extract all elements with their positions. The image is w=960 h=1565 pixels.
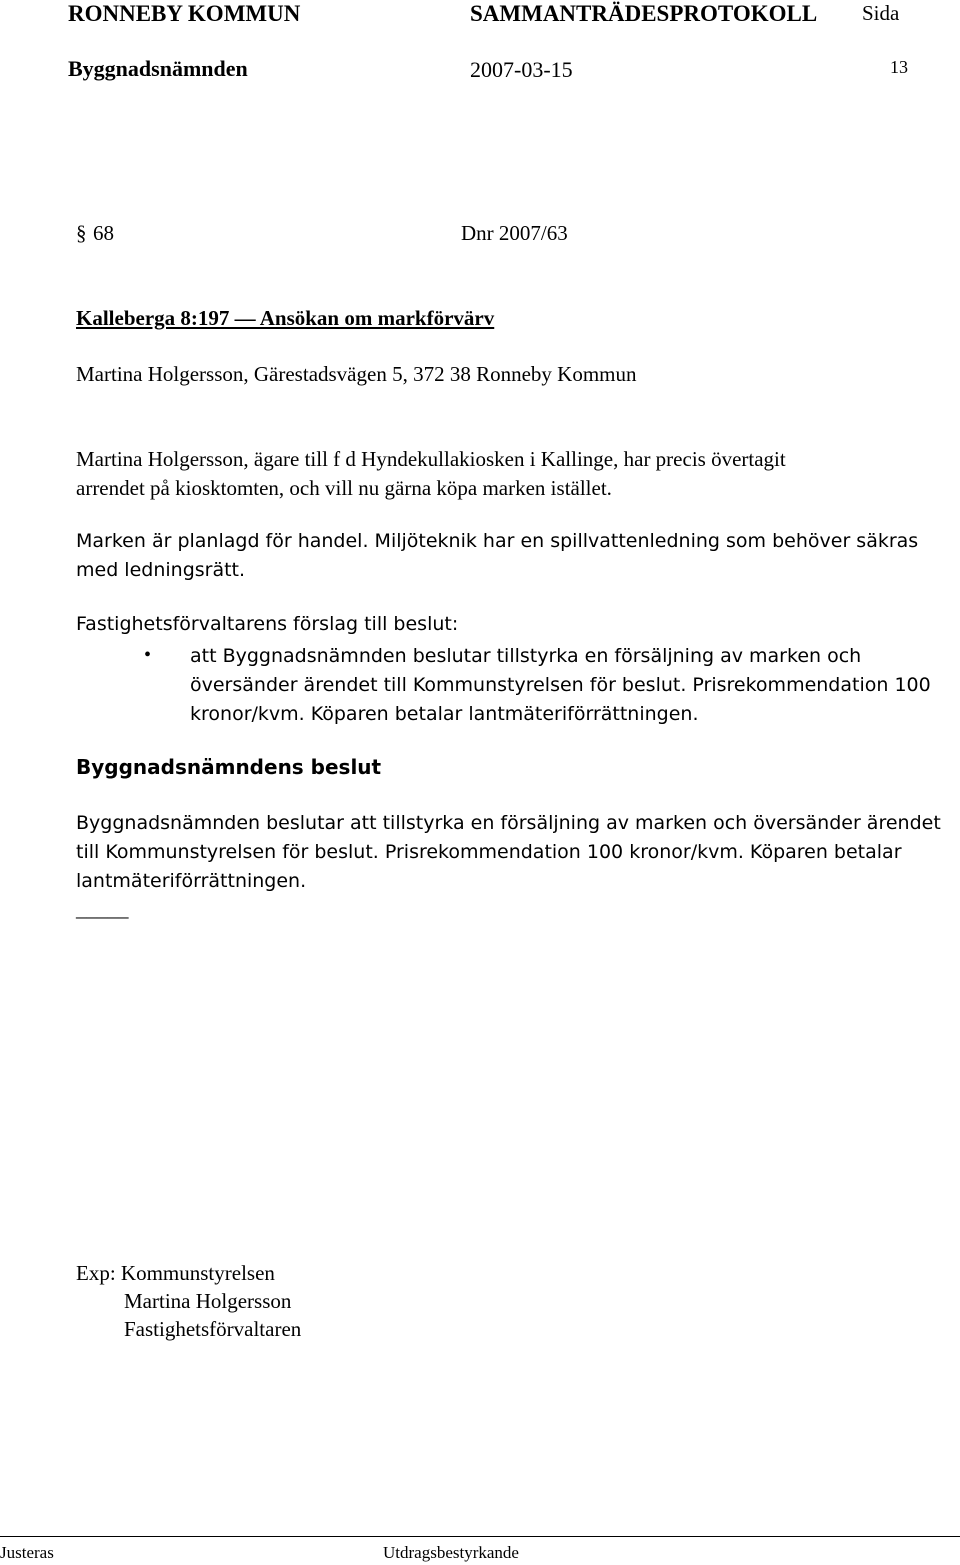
committee-name: Byggnadsnämnden (68, 56, 248, 81)
municipality-name: RONNEBY KOMMUN (68, 1, 301, 26)
applicant-line: Martina Holgersson, Gärestadsvägen 5, 372 38 Ronneby Kommun (76, 362, 637, 386)
paragraph-1-line-1: Martina Holgersson, ägare till f d Hyndekullakiosken i Kallinge, har precis övertagit (76, 447, 786, 471)
paragraph-2-line-2: med ledningsrätt. (76, 559, 246, 581)
proposal-line-3: kronor/kvm. Köparen betalar lantmäteriförrättningen. (190, 703, 699, 725)
decision-heading: Byggnadsnämndens beslut (76, 755, 382, 779)
page-number: 13 (890, 57, 908, 77)
proposal-line-2: översänder ärendet till Kommunstyrelsen för beslut. Prisrekommendation 100 (190, 674, 931, 696)
footer-utdragsbestyrkande: Utdragsbestyrkande (383, 1543, 519, 1562)
separator-line: _____ (76, 897, 129, 921)
dispatch-recipient-3: Fastighetsförvaltaren (124, 1317, 302, 1341)
paragraph-1-line-2: arrendet på kiosktomten, och vill nu gärna köpa marken istället. (76, 476, 612, 500)
dispatch-recipient-2: Martina Holgersson (124, 1289, 292, 1313)
meeting-date: 2007-03-15 (470, 57, 573, 82)
item-title: Kalleberga 8:197 — Ansökan om markförvärv (76, 306, 495, 330)
decision-line-2: till Kommunstyrelsen för beslut. Prisrekommendation 100 kronor/kvm. Köparen betalar (76, 841, 902, 863)
proposal-bullet: • (144, 644, 152, 666)
footer-rule (0, 1536, 960, 1537)
paragraph-2-line-1: Marken är planlagd för handel. Miljöteknik har en spillvattenledning som behöver säkras (76, 530, 919, 552)
section-number: 68 (93, 221, 114, 245)
document-type: SAMMANTRÄDESPROTOKOLL (470, 1, 818, 26)
case-number: Dnr 2007/63 (461, 221, 568, 245)
dispatch-label: Exp: Kommunstyrelsen (76, 1261, 275, 1285)
decision-line-3: lantmäteriförrättningen. (76, 870, 307, 892)
proposal-heading: Fastighetsförvaltarens förslag till beslut: (76, 613, 459, 635)
footer-justeras: Justeras (0, 1543, 54, 1562)
page-label: Sida (862, 1, 900, 25)
section-symbol: § (76, 221, 87, 245)
proposal-line-1: att Byggnadsnämnden beslutar tillstyrka en försäljning av marken och (190, 645, 862, 667)
decision-line-1: Byggnadsnämnden beslutar att tillstyrka en försäljning av marken och översänder ärendet (76, 812, 941, 834)
